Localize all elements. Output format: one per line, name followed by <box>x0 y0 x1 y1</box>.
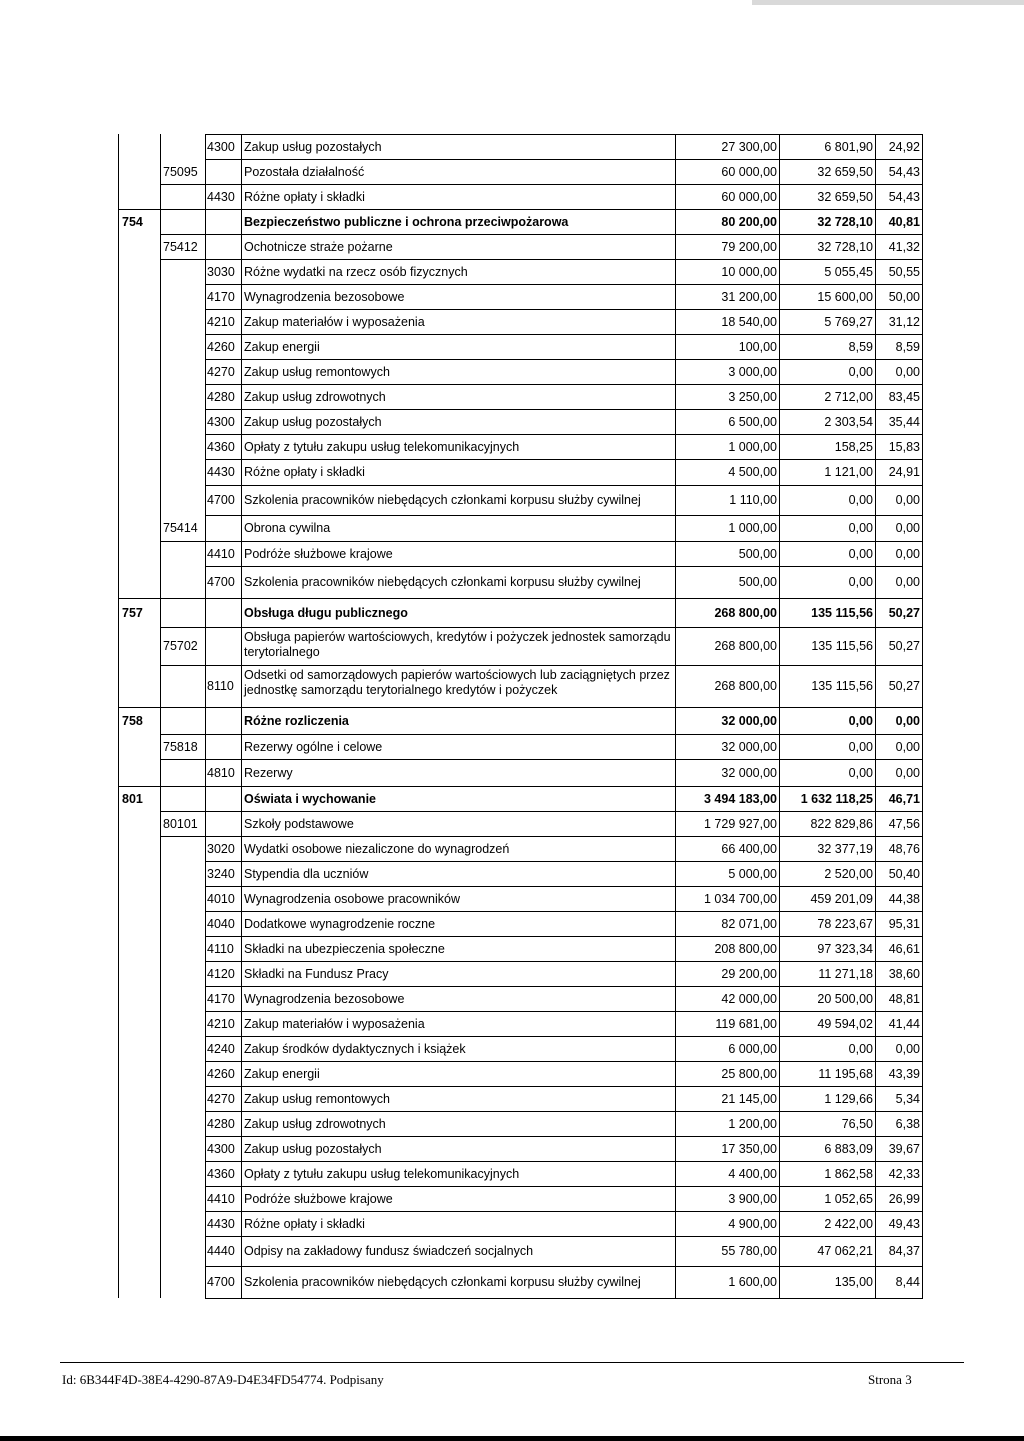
execution-percent: 84,37 <box>888 1244 920 1258</box>
table-row-rule <box>205 1111 923 1112</box>
executed-amount: 11 195,68 <box>818 1067 873 1081</box>
execution-percent: 8,44 <box>895 1275 920 1289</box>
execution-percent: 0,00 <box>895 1042 920 1056</box>
execution-percent: 44,38 <box>888 892 920 906</box>
item-description: Wynagrodzenia bezosobowe <box>244 290 405 304</box>
item-description: Rezerwy <box>244 766 293 780</box>
table-row-rule <box>205 861 923 862</box>
executed-amount: 5 769,27 <box>824 315 873 329</box>
executed-amount: 15 600,00 <box>817 290 873 304</box>
table-row-rule <box>205 1298 923 1299</box>
execution-percent: 24,91 <box>888 465 920 479</box>
planned-amount: 3 250,00 <box>728 390 777 404</box>
table-row-rule <box>205 886 923 887</box>
table-row-rule <box>205 1266 923 1267</box>
planned-amount: 29 200,00 <box>721 967 777 981</box>
paragraf-code: 8110 <box>207 679 234 693</box>
execution-percent: 50,27 <box>888 606 920 620</box>
item-description: Zakup energii <box>244 1067 320 1081</box>
planned-amount: 25 800,00 <box>721 1067 777 1081</box>
planned-amount: 1 000,00 <box>728 521 777 535</box>
item-description: Opłaty z tytułu zakupu usług telekomunikacyjnych <box>244 1167 520 1181</box>
paragraf-code: 4440 <box>207 1244 235 1258</box>
planned-amount: 27 300,00 <box>721 140 777 154</box>
item-description: Zakup usług remontowych <box>244 365 390 379</box>
paragraf-code: 4170 <box>207 992 235 1006</box>
planned-amount: 66 400,00 <box>721 842 777 856</box>
paragraf-code: 4360 <box>207 440 235 454</box>
execution-percent: 95,31 <box>888 917 920 931</box>
item-description: Wynagrodzenia bezosobowe <box>244 992 405 1006</box>
item-description: Oświata i wychowanie <box>244 792 376 806</box>
executed-amount: 49 594,02 <box>817 1017 873 1031</box>
dzial-code: 801 <box>122 792 143 806</box>
execution-percent: 41,32 <box>888 240 920 254</box>
item-description: Szkolenia pracowników niebędących członkami korpusu służby cywilnej <box>244 575 641 589</box>
planned-amount: 6 500,00 <box>728 415 777 429</box>
rozdzial-code: 75095 <box>163 165 198 179</box>
dzial-code: 758 <box>122 714 143 728</box>
item-description: Zakup usług pozostałych <box>244 1142 382 1156</box>
rozdzial-code: 75702 <box>163 639 198 653</box>
executed-amount: 1 121,00 <box>824 465 873 479</box>
paragraf-code: 4810 <box>207 766 235 780</box>
executed-amount: 32 377,19 <box>817 842 873 856</box>
table-row-rule <box>205 309 923 310</box>
table-row-rule <box>160 627 923 628</box>
planned-amount: 3 000,00 <box>728 365 777 379</box>
planned-amount: 1 034 700,00 <box>704 892 777 906</box>
execution-percent: 40,81 <box>888 215 920 229</box>
table-row-rule <box>205 936 923 937</box>
executed-amount: 135,00 <box>834 1275 873 1289</box>
executed-amount: 158,25 <box>834 440 873 454</box>
executed-amount: 11 271,18 <box>818 967 873 981</box>
execution-percent: 42,33 <box>888 1167 920 1181</box>
table-row-rule <box>205 1236 923 1237</box>
item-description: Szkolenia pracowników niebędących członkami korpusu służby cywilnej <box>244 493 641 507</box>
page-number: Strona 3 <box>868 1372 912 1387</box>
table-row-rule <box>205 134 923 135</box>
table-row-rule <box>160 259 923 260</box>
execution-percent: 31,12 <box>888 315 920 329</box>
executed-amount: 1 862,58 <box>824 1167 873 1181</box>
execution-percent: 6,38 <box>895 1117 920 1131</box>
paragraf-code: 4410 <box>207 547 235 561</box>
executed-amount: 0,00 <box>848 521 873 535</box>
executed-amount: 822 829,86 <box>810 817 873 831</box>
table-row-rule <box>205 384 923 385</box>
item-description: Zakup usług pozostałych <box>244 140 382 154</box>
footer-divider <box>60 1362 964 1363</box>
planned-amount: 31 200,00 <box>721 290 777 304</box>
planned-amount: 1 729 927,00 <box>704 817 777 831</box>
planned-amount: 32 000,00 <box>721 766 777 780</box>
execution-percent: 26,99 <box>888 1192 920 1206</box>
executed-amount: 78 223,67 <box>817 917 873 931</box>
item-description: Wydatki osobowe niezaliczone do wynagrodzeń <box>244 842 510 856</box>
executed-amount: 1 129,66 <box>824 1092 873 1106</box>
item-description: Zakup materiałów i wyposażenia <box>244 315 425 329</box>
execution-percent: 50,00 <box>888 290 920 304</box>
executed-amount: 1 052,65 <box>824 1192 873 1206</box>
item-description: Dodatkowe wynagrodzenie roczne <box>244 917 436 931</box>
dzial-code: 757 <box>122 606 143 620</box>
item-description: Zakup usług zdrowotnych <box>244 390 386 404</box>
executed-amount: 0,00 <box>848 740 873 754</box>
execution-percent: 0,00 <box>895 521 920 535</box>
table-row-rule <box>205 1186 923 1187</box>
table-row-rule <box>118 707 923 708</box>
item-description: Różne wydatki na rzecz osób fizycznych <box>244 265 468 279</box>
table-row-rule <box>160 234 923 235</box>
table-row-rule <box>118 209 923 210</box>
item-description: Zakup materiałów i wyposażenia <box>244 1017 425 1031</box>
execution-percent: 5,34 <box>895 1092 920 1106</box>
item-description: Zakup środków dydaktycznych i książek <box>244 1042 466 1056</box>
planned-amount: 32 000,00 <box>721 714 777 728</box>
table-row-rule <box>205 1086 923 1087</box>
planned-amount: 3 494 183,00 <box>704 792 777 806</box>
item-description: Zakup usług remontowych <box>244 1092 390 1106</box>
executed-amount: 20 500,00 <box>817 992 873 1006</box>
item-description: Składki na Fundusz Pracy <box>244 967 389 981</box>
planned-amount: 17 350,00 <box>721 1142 777 1156</box>
paragraf-code: 4260 <box>207 340 235 354</box>
paragraf-code: 3240 <box>207 867 235 881</box>
execution-percent: 0,00 <box>895 365 920 379</box>
execution-percent: 50,55 <box>888 265 920 279</box>
planned-amount: 18 540,00 <box>721 315 777 329</box>
rozdzial-code: 75818 <box>163 740 198 754</box>
table-row-rule <box>205 961 923 962</box>
paragraf-code: 4120 <box>207 967 235 981</box>
paragraf-code: 4270 <box>207 1092 235 1106</box>
item-description: Odpisy na zakładowy fundusz świadczeń socjalnych <box>244 1244 534 1258</box>
executed-amount: 32 728,10 <box>817 215 873 229</box>
executed-amount: 0,00 <box>848 766 873 780</box>
item-description: Szkolenia pracowników niebędących członkami korpusu służby cywilnej <box>244 1275 641 1289</box>
executed-amount: 0,00 <box>848 1042 873 1056</box>
item-description: Różne opłaty i składki <box>244 190 365 204</box>
item-description: Obsługa papierów wartościowych, kredytów i pożyczek jednostek samorządu terytorialnego <box>244 630 671 659</box>
paragraf-code: 4410 <box>207 1192 235 1206</box>
paragraf-code: 4110 <box>207 942 234 956</box>
paragraf-code: 4700 <box>207 493 235 507</box>
scan-edge-bottom <box>0 1436 1024 1441</box>
executed-amount: 0,00 <box>848 714 873 728</box>
table-row-rule <box>205 986 923 987</box>
paragraf-code: 4280 <box>207 1117 235 1131</box>
planned-amount: 82 071,00 <box>721 917 777 931</box>
item-description: Różne opłaty i składki <box>244 465 365 479</box>
execution-percent: 39,67 <box>888 1142 920 1156</box>
executed-amount: 76,50 <box>841 1117 873 1131</box>
executed-amount: 32 659,50 <box>817 190 873 204</box>
table-vertical-rule <box>160 134 161 1298</box>
executed-amount: 6 801,90 <box>824 140 873 154</box>
rozdzial-code: 75412 <box>163 240 198 254</box>
planned-amount: 500,00 <box>738 547 777 561</box>
executed-amount: 0,00 <box>848 493 873 507</box>
table-vertical-rule <box>118 134 119 1298</box>
item-description: Różne rozliczenia <box>244 714 349 728</box>
item-description: Wynagrodzenia osobowe pracowników <box>244 892 460 906</box>
table-row-rule <box>205 409 923 410</box>
item-description: Opłaty z tytułu zakupu usług telekomunikacyjnych <box>244 440 520 454</box>
planned-amount: 21 145,00 <box>721 1092 777 1106</box>
planned-amount: 6 000,00 <box>728 1042 777 1056</box>
paragraf-code: 3030 <box>207 265 235 279</box>
execution-percent: 0,00 <box>895 714 920 728</box>
execution-percent: 0,00 <box>895 493 920 507</box>
executed-amount: 6 883,09 <box>824 1142 873 1156</box>
executed-amount: 0,00 <box>848 575 873 589</box>
executed-amount: 2 303,54 <box>824 415 873 429</box>
table-row-rule <box>205 1061 923 1062</box>
item-description: Podróże służbowe krajowe <box>244 547 393 561</box>
item-description: Podróże służbowe krajowe <box>244 1192 393 1206</box>
paragraf-code: 4300 <box>207 415 235 429</box>
table-row-rule <box>205 566 923 567</box>
execution-percent: 41,44 <box>888 1017 920 1031</box>
execution-percent: 38,60 <box>888 967 920 981</box>
planned-amount: 42 000,00 <box>721 992 777 1006</box>
paragraf-code: 4700 <box>207 1275 235 1289</box>
executed-amount: 135 115,56 <box>811 639 873 653</box>
paragraf-code: 4270 <box>207 365 235 379</box>
executed-amount: 0,00 <box>848 365 873 379</box>
planned-amount: 5 000,00 <box>728 867 777 881</box>
table-row-rule <box>205 1211 923 1212</box>
execution-percent: 0,00 <box>895 547 920 561</box>
executed-amount: 2 520,00 <box>824 867 873 881</box>
paragraf-code: 4430 <box>207 1217 235 1231</box>
dzial-code: 754 <box>122 215 143 229</box>
executed-amount: 5 055,45 <box>824 265 873 279</box>
paragraf-code: 4700 <box>207 575 235 589</box>
item-description: Stypendia dla uczniów <box>244 867 369 881</box>
table-row-rule <box>160 184 923 185</box>
execution-percent: 50,40 <box>888 867 920 881</box>
executed-amount: 32 659,50 <box>817 165 873 179</box>
executed-amount: 8,59 <box>848 340 873 354</box>
table-row-rule <box>205 459 923 460</box>
paragraf-code: 4430 <box>207 465 235 479</box>
planned-amount: 60 000,00 <box>721 165 777 179</box>
planned-amount: 55 780,00 <box>721 1244 777 1258</box>
item-description: Obsługa długu publicznego <box>244 606 408 620</box>
planned-amount: 268 800,00 <box>714 679 777 693</box>
table-row-rule <box>160 541 923 542</box>
table-row-rule <box>160 734 923 735</box>
execution-percent: 46,71 <box>888 792 920 806</box>
execution-percent: 8,59 <box>895 340 920 354</box>
table-row-rule <box>205 359 923 360</box>
executed-amount: 97 323,34 <box>817 942 873 956</box>
paragraf-code: 4430 <box>207 190 235 204</box>
item-description: Zakup usług pozostałych <box>244 415 382 429</box>
paragraf-code: 3020 <box>207 842 235 856</box>
planned-amount: 3 900,00 <box>728 1192 777 1206</box>
execution-percent: 43,39 <box>888 1067 920 1081</box>
item-description: Zakup energii <box>244 340 320 354</box>
item-description: Rezerwy ogólne i celowe <box>244 740 383 754</box>
table-row-rule <box>160 836 923 837</box>
paragraf-code: 4040 <box>207 917 235 931</box>
paragraf-code: 4280 <box>207 390 235 404</box>
rozdzial-code: 75414 <box>163 521 198 535</box>
item-description: Ochotnicze straże pożarne <box>244 240 393 254</box>
execution-percent: 0,00 <box>895 740 920 754</box>
execution-percent: 15,83 <box>888 440 920 454</box>
item-description: Odsetki od samorządowych papierów wartościowych lub zaciągniętych przez jednostkę samorządu terytorialnego kredytów i pożyczek <box>244 668 670 697</box>
planned-amount: 1 110,00 <box>729 493 777 507</box>
table-row-rule <box>205 1011 923 1012</box>
execution-percent: 35,44 <box>888 415 920 429</box>
execution-percent: 0,00 <box>895 575 920 589</box>
table-row-rule <box>205 159 923 160</box>
executed-amount: 32 728,10 <box>817 240 873 254</box>
planned-amount: 100,00 <box>738 340 777 354</box>
execution-percent: 54,43 <box>888 190 920 204</box>
planned-amount: 268 800,00 <box>714 639 777 653</box>
table-row-rule <box>205 1136 923 1137</box>
paragraf-code: 4170 <box>207 290 235 304</box>
item-description: Składki na ubezpieczenia społeczne <box>244 942 445 956</box>
table-row-rule <box>160 665 923 666</box>
table-row-rule <box>205 1036 923 1037</box>
planned-amount: 4 900,00 <box>728 1217 777 1231</box>
planned-amount: 10 000,00 <box>721 265 777 279</box>
table-row-rule <box>205 485 923 486</box>
planned-amount: 208 800,00 <box>714 942 777 956</box>
execution-percent: 46,61 <box>888 942 920 956</box>
planned-amount: 4 400,00 <box>728 1167 777 1181</box>
execution-percent: 47,56 <box>888 817 920 831</box>
table-row-rule <box>205 911 923 912</box>
executed-amount: 0,00 <box>848 547 873 561</box>
item-description: Szkoły podstawowe <box>244 817 354 831</box>
document-id: Id: 6B344F4D-38E4-4290-87A9-D4E34FD54774. Podpisany <box>62 1372 384 1387</box>
paragraf-code: 4360 <box>207 1167 235 1181</box>
execution-percent: 48,81 <box>888 992 920 1006</box>
paragraf-code: 4300 <box>207 140 235 154</box>
executed-amount: 135 115,56 <box>811 606 873 620</box>
paragraf-code: 4260 <box>207 1067 235 1081</box>
table-row-rule <box>160 759 923 760</box>
table-row-rule <box>205 434 923 435</box>
table-row-rule <box>205 1161 923 1162</box>
paragraf-code: 4210 <box>207 315 235 329</box>
planned-amount: 1 000,00 <box>728 440 777 454</box>
execution-percent: 54,43 <box>888 165 920 179</box>
planned-amount: 32 000,00 <box>721 740 777 754</box>
planned-amount: 500,00 <box>738 575 777 589</box>
planned-amount: 60 000,00 <box>721 190 777 204</box>
paragraf-code: 4240 <box>207 1042 235 1056</box>
executed-amount: 1 632 118,25 <box>800 792 873 806</box>
item-description: Pozostała działalność <box>244 165 365 179</box>
item-description: Bezpieczeństwo publiczne i ochrona przeciwpożarowa <box>244 215 569 229</box>
planned-amount: 268 800,00 <box>714 606 777 620</box>
executed-amount: 459 201,09 <box>810 892 873 906</box>
paragraf-code: 4210 <box>207 1017 235 1031</box>
execution-percent: 24,92 <box>888 140 920 154</box>
item-description: Zakup usług zdrowotnych <box>244 1117 386 1131</box>
execution-percent: 50,27 <box>888 639 920 653</box>
item-description: Obrona cywilna <box>244 521 331 535</box>
executed-amount: 47 062,21 <box>817 1244 873 1258</box>
execution-percent: 48,76 <box>888 842 920 856</box>
table-row-rule <box>205 284 923 285</box>
executed-amount: 2 422,00 <box>824 1217 873 1231</box>
paragraf-code: 4300 <box>207 1142 235 1156</box>
planned-amount: 4 500,00 <box>728 465 777 479</box>
table-row-rule <box>205 515 923 516</box>
execution-percent: 50,27 <box>888 679 920 693</box>
item-description: Różne opłaty i składki <box>244 1217 365 1231</box>
table-row-rule <box>118 598 923 599</box>
planned-amount: 1 600,00 <box>728 1275 777 1289</box>
planned-amount: 119 681,00 <box>715 1017 777 1031</box>
execution-percent: 0,00 <box>895 766 920 780</box>
planned-amount: 79 200,00 <box>721 240 777 254</box>
rozdzial-code: 80101 <box>163 817 198 831</box>
executed-amount: 2 712,00 <box>824 390 873 404</box>
executed-amount: 135 115,56 <box>811 679 873 693</box>
planned-amount: 1 200,00 <box>728 1117 777 1131</box>
table-row-rule <box>205 334 923 335</box>
execution-percent: 49,43 <box>888 1217 920 1231</box>
execution-percent: 83,45 <box>888 390 920 404</box>
table-row-rule <box>160 811 923 812</box>
planned-amount: 80 200,00 <box>721 215 777 229</box>
table-row-rule <box>118 786 923 787</box>
paragraf-code: 4010 <box>207 892 235 906</box>
